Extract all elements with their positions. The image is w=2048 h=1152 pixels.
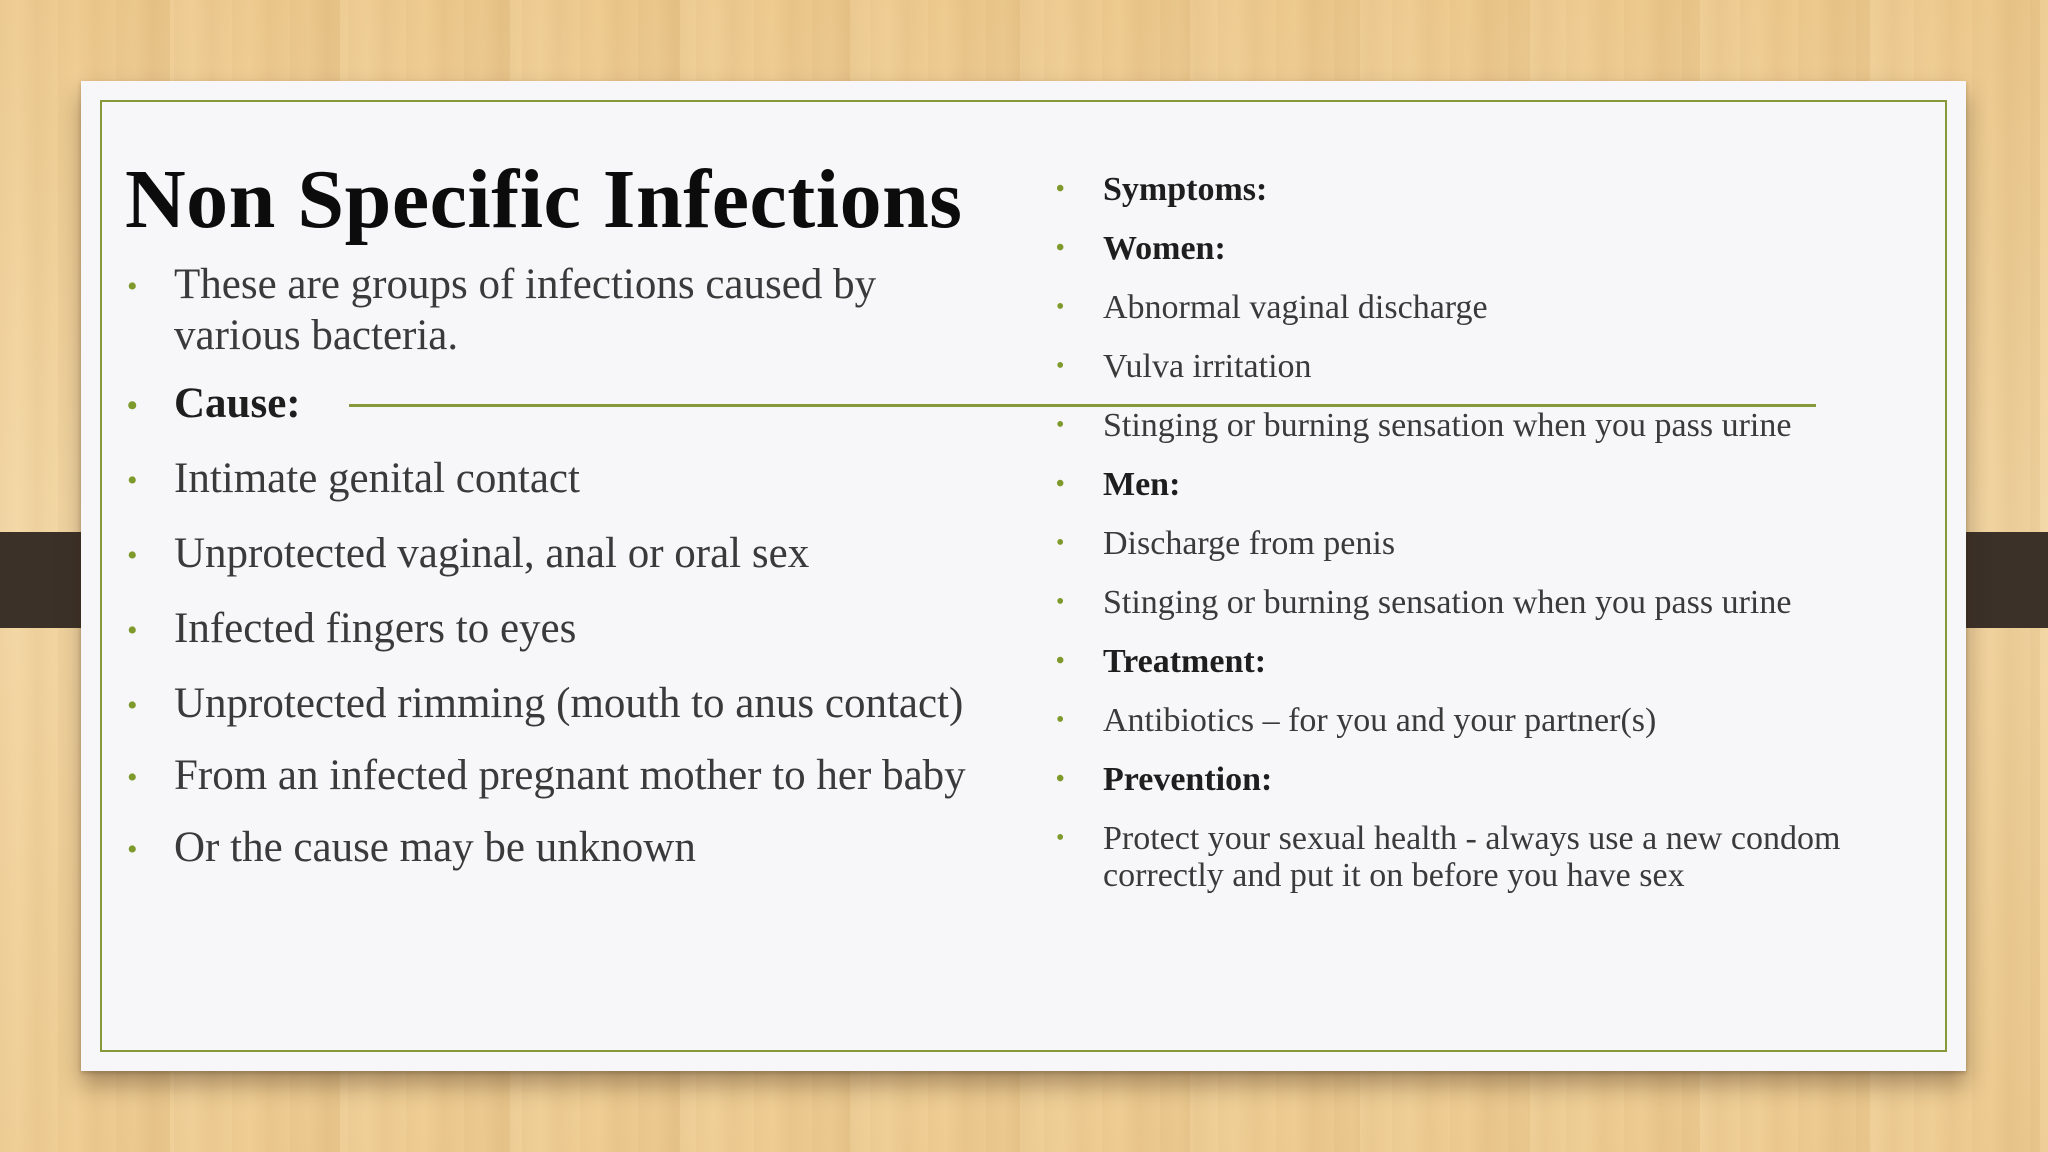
list-item (1056, 348, 1936, 385)
list-item (127, 259, 967, 361)
bullet-icon: • (1056, 235, 1065, 261)
list-item-heading (1056, 230, 1936, 267)
list-item-text: From an infected pregnant mother to her baby (174, 752, 966, 799)
right-bullet-list (1056, 171, 1936, 916)
list-item-heading (127, 378, 967, 429)
bullet-icon: • (1056, 648, 1065, 674)
list-item (1056, 525, 1936, 562)
bullet-icon: • (127, 689, 138, 722)
list-item (127, 750, 967, 801)
list-item (127, 528, 967, 579)
bullet-icon: • (1056, 412, 1065, 438)
bullet-icon: • (1056, 766, 1065, 792)
list-item-heading (1056, 643, 1936, 680)
bullet-icon: • (1056, 294, 1065, 320)
list-item-text: Women: (1103, 230, 1226, 267)
list-item-heading (1056, 171, 1936, 208)
bullet-icon: • (1056, 530, 1065, 556)
list-item-text: Unprotected vaginal, anal or oral sex (174, 530, 810, 577)
list-item-text: Discharge from penis (1103, 525, 1396, 562)
list-item-text: Stinging or burning sensation when you pass urine (1103, 584, 1792, 621)
list-item-text: Men: (1103, 466, 1181, 503)
list-item-text: Antibiotics – for you and your partner(s) (1103, 702, 1657, 739)
list-item-text: Infected fingers to eyes (174, 605, 577, 652)
list-item-text: Cause: (174, 380, 301, 427)
list-item (1056, 702, 1936, 739)
list-item-text: These are groups of infections caused by various bacteria. (174, 261, 877, 359)
list-item-text: Protect your sexual health - always use a new condom correctly and put it on before you have sex (1103, 820, 1841, 894)
list-item-text: Unprotected rimming (mouth to anus contact) (174, 680, 964, 727)
bullet-icon: • (1056, 176, 1065, 202)
bullet-icon: • (1056, 825, 1065, 851)
list-item-text: Or the cause may be unknown (174, 824, 696, 871)
list-item (1056, 407, 1936, 444)
bullet-icon: • (127, 389, 138, 422)
list-item-text: Intimate genital contact (174, 455, 580, 502)
slide-card (81, 81, 1966, 1071)
bullet-icon: • (1056, 353, 1065, 379)
bullet-icon: • (127, 614, 138, 647)
list-item (1056, 584, 1936, 621)
bullet-icon: • (127, 270, 138, 303)
bullet-icon: • (127, 833, 138, 866)
list-item (1056, 820, 1936, 894)
bullet-icon: • (1056, 707, 1065, 733)
list-item-text: Stinging or burning sensation when you pass urine (1103, 407, 1792, 444)
bullet-icon: • (1056, 471, 1065, 497)
list-item (1056, 289, 1936, 326)
bullet-icon: • (127, 464, 138, 497)
bullet-icon: • (127, 539, 138, 572)
slide-title: Non Specific Infections (125, 153, 963, 246)
bullet-icon: • (1056, 589, 1065, 615)
list-item-text: Abnormal vaginal discharge (1103, 289, 1488, 326)
list-item-text: Vulva irritation (1103, 348, 1312, 385)
list-item-heading (1056, 466, 1936, 503)
list-item-heading (1056, 761, 1936, 798)
list-item (127, 603, 967, 654)
bullet-icon: • (127, 761, 138, 794)
list-item-text: Treatment: (1103, 643, 1267, 680)
list-item (127, 453, 967, 504)
left-bullet-list (127, 259, 967, 897)
list-item (127, 822, 967, 873)
list-item-text: Symptoms: (1103, 171, 1268, 208)
list-item (127, 678, 967, 729)
list-item-text: Prevention: (1103, 761, 1273, 798)
